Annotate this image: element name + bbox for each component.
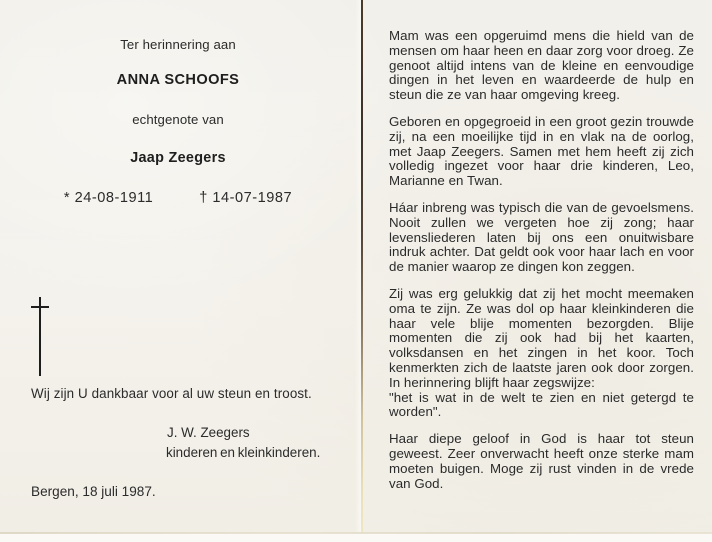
obituary-paragraph: Mam was een opgeruimd mens die hield van de mensen om haar heen en daar zorg voor droeg. Ze genoot altijd intens van de kleine en eenvoudige dingen in het leven en waardeerde de hulp en steun die ze van haar omgeving kreeg. (389, 28, 694, 103)
thanks-line: Wij zijn U dankbaar voor al uw steun en troost. (31, 386, 312, 401)
card-fold-line (361, 0, 363, 533)
obituary-text (389, 29, 694, 519)
obituary-paragraph: Haar diepe geloof in God is haar tot steun geweest. Zeer onverwacht heeft onze sterke mam moeten buigen. Moge zij rust vinden in de vrede van God. (389, 431, 694, 491)
death-date: † 14-07-1987 (199, 190, 293, 206)
life-dates (0, 190, 356, 206)
spouse-name: Jaap Zeegers (130, 150, 226, 166)
obituary-paragraph: Zij was erg gelukkig dat zij het mocht meemaken oma te zijn. Ze was dol op haar kleinkinderen die haar vele blije momenten bezorgden. Blije momenten die zij ook had bij het kaarten, volksdansen en het zingen in het koor. Toch kenmerkten zich de laatste jaren ook door zorgen. In herinnering blijft haar zegswijze: (389, 285, 694, 390)
cross-icon (30, 295, 50, 379)
scanner-background (0, 534, 712, 542)
left-page (0, 0, 362, 533)
signature-name: J. W. Zeegers (167, 425, 250, 440)
cross-vertical-bar (39, 297, 41, 376)
birth-date: * 24-08-1911 (63, 190, 154, 206)
signature-role: kinderen en kleinkinderen. (166, 445, 321, 460)
deceased-name: ANNA SCHOOFS (116, 72, 240, 88)
obituary-quote: "het is wat in de welt te zien en niet getergd te worden". (389, 389, 694, 420)
cross-horizontal-bar (31, 306, 49, 308)
memorial-intro-line: Ter herinnering aan (120, 37, 236, 52)
obituary-paragraph: Geboren en opgegroeid in een groot gezin trouwde zij, na een moeilijke tijd in en vlak na de oorlog, met Jaap Zeegers. Samen met hem heeft zij zich volledig ingezet voor haar drie kinderen, Leo, Marianne en Twan. (389, 113, 694, 189)
obituary-paragraph: Háar inbreng was typisch die van de gevoelsmens. Nooit zullen we vergeten hoe zij zong; haar levensliederen laten bij ons een onuitwisbare indruk achter. Dat geldt ook voor haar lach en voor de manier waarop ze dingen kon zeggen. (389, 199, 694, 275)
place-date-line: Bergen, 18 juli 1987. (31, 484, 156, 499)
relation-line: echtgenote van (132, 112, 224, 127)
